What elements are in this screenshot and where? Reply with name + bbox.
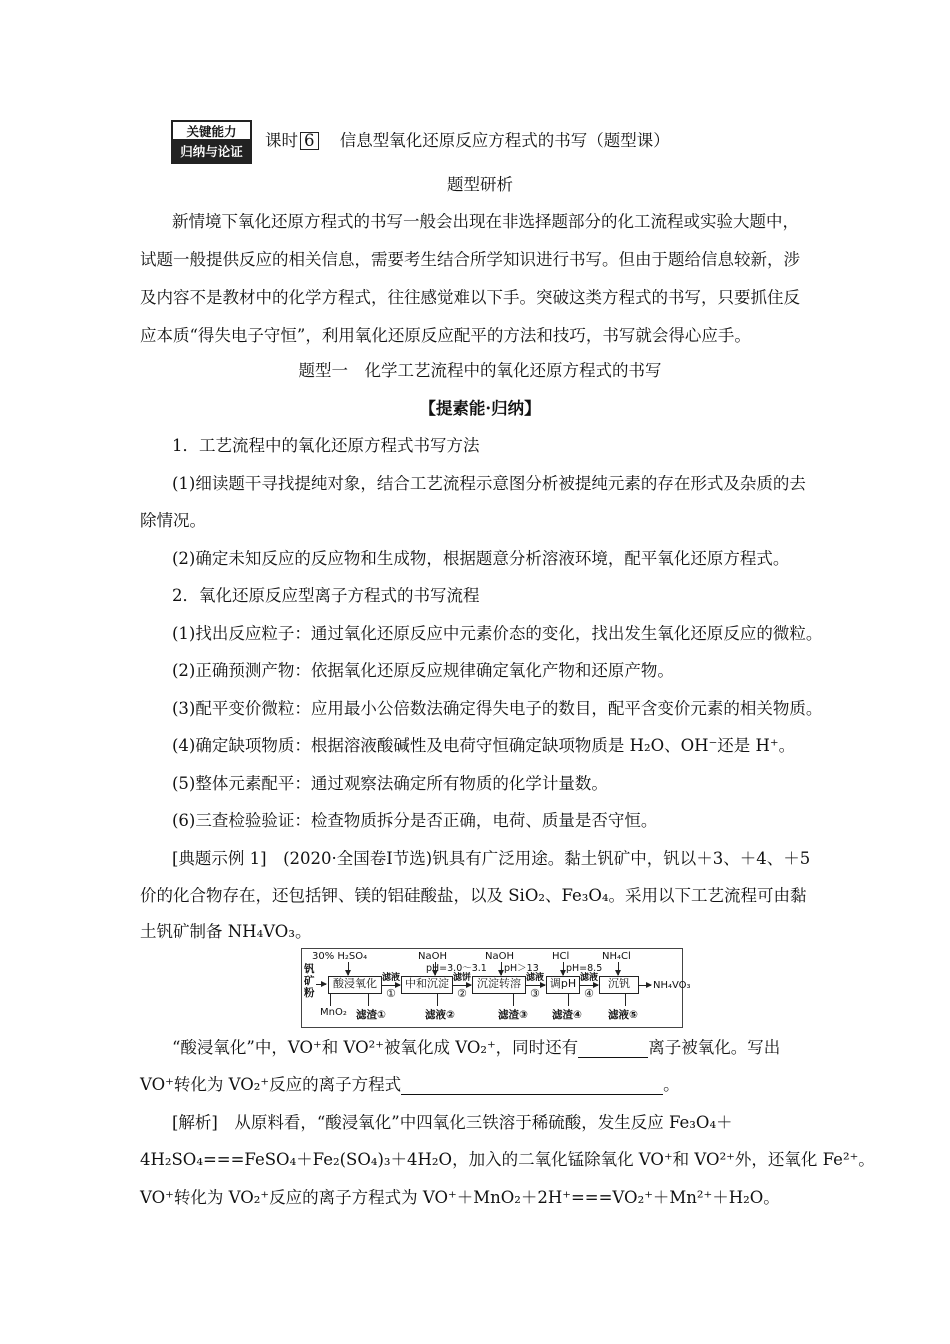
answer-blank-2[interactable] <box>401 1076 663 1095</box>
op-label-1: 滤液 <box>382 973 401 983</box>
condition-ph-2: pH＞13 <box>504 963 539 974</box>
reagent-nh4cl: NH₄Cl <box>602 951 631 962</box>
section-title: 题型研析 <box>447 175 513 194</box>
box-adjust-ph: 调pH <box>546 976 580 994</box>
condition-ph-3: pH=8.5 <box>566 963 603 974</box>
key-ability-badge <box>171 120 252 164</box>
example-line-1: [典题示例 1] (2020·全国卷Ⅰ节选)钒具有广泛用途。黏土钒矿中，钒以＋3、＋4、＋5 <box>172 849 811 868</box>
mno2-label: MnO₂ <box>320 1007 347 1018</box>
waste-line <box>568 994 569 1006</box>
point1-item-1: (1)细读题干寻找提纯对象，结合工艺流程示意图分析被提纯元素的存在形式及杂质的去 <box>172 474 806 493</box>
step-4: ④ <box>584 987 594 1000</box>
condition-ph-1: pH=3.0～3.1 <box>426 963 487 974</box>
analysis-line-2: 4H₂SO₄===FeSO₄＋Fe₂(SO₄)₃＋4H₂O，加入的二氧化锰除氧化 VO⁺和 VO²⁺外，还氧化 Fe²⁺。 <box>140 1150 875 1169</box>
intro-line-3: 及内容不是教材中的化学方程式，往往感觉难以下手。突破这类方程式的书写，只要抓住反 <box>140 288 800 307</box>
op-label-2: 滤饼 <box>453 973 472 983</box>
point2-item-6: (6)三查检验验证：检查物质拆分是否正确，电荷、质量是否守恒。 <box>172 811 658 830</box>
box-neutralize-precipitate: 中和沉淀 <box>401 976 453 994</box>
lesson-header <box>265 131 670 151</box>
waste-2: 滤液② <box>425 1009 455 1021</box>
reagent-arrow <box>348 962 349 975</box>
op-label-3: 滤液 <box>526 973 545 983</box>
waste-line <box>368 994 369 1006</box>
lesson-prefix: 课时 <box>265 131 298 150</box>
waste-4: 滤渣④ <box>552 1009 582 1021</box>
point1-item-2: (2)确定未知反应的反应物和生成物，根据题意分析溶液环境，配平氧化还原方程式。 <box>172 549 790 568</box>
process-flow-diagram <box>301 948 691 1028</box>
intro-line-1: 新情境下氧化还原方程式的书写一般会出现在非选择题部分的化工流程或实验大题中， <box>172 212 799 231</box>
waste-1: 滤渣① <box>356 1009 386 1021</box>
example-line-3: 土钒矿制备 NH₄VO₃。 <box>140 922 312 941</box>
flow-arrow <box>453 985 471 986</box>
reagent-naoh-1: NaOH <box>418 951 447 962</box>
question-line-2 <box>140 1075 820 1095</box>
badge-bottom-text: 归纳与论证 <box>173 141 250 162</box>
flow-arrow <box>639 985 651 986</box>
reagent-hcl: HCl <box>552 951 570 962</box>
type-one-title: 题型一 化学工艺流程中的氧化还原方程式的书写 <box>298 361 662 380</box>
reagent-arrow <box>435 962 436 975</box>
analysis-line-3: VO⁺转化为 VO₂⁺反应的离子方程式为 VO⁺＋MnO₂＋2H⁺===VO₂⁺＋Mn²⁺＋H₂O。 <box>140 1188 780 1207</box>
reagent-naoh-2: NaOH <box>485 951 514 962</box>
question-text-1-tail: 离子被氧化。写出 <box>648 1038 781 1057</box>
mno2-line <box>330 994 331 1006</box>
answer-blank-1[interactable] <box>578 1039 648 1058</box>
box-precipitate-redissolve: 沉淀转溶 <box>472 976 526 994</box>
step-2: ② <box>457 987 467 1000</box>
example-line-2: 价的化合物存在，还包括钾、镁的铝硅酸盐，以及 SiO₂、Fe₃O₄。采用以下工艺流程可由黏 <box>140 886 807 905</box>
intro-line-2: 试题一般提供反应的相关信息，需要考生结合所学知识进行书写。但由于题给信息较新，涉 <box>140 250 800 269</box>
question-text-1: “酸浸氧化”中，VO⁺和 VO²⁺被氧化成 VO₂⁺，同时还有 <box>172 1038 579 1057</box>
sub-heading: 【提素能·归纳】 <box>419 399 541 418</box>
waste-line <box>625 994 626 1006</box>
flow-arrow <box>526 985 545 986</box>
flow-arrow <box>316 984 326 985</box>
waste-line <box>513 994 514 1006</box>
point2-item-3: (3)配平变价微粒：应用最小公倍数法确定得失电子的数目，配平含变价元素的相关物质。 <box>172 699 823 718</box>
lesson-title: 信息型氧化还原反应方程式的书写（题型课） <box>339 131 670 150</box>
point1-title: 1．工艺流程中的氧化还原方程式书写方法 <box>172 436 480 455</box>
analysis-line-1: [解析] 从原料看，“酸浸氧化”中四氧化三铁溶于稀硫酸，发生反应 Fe₃O₄＋ <box>172 1113 733 1132</box>
question-text-2: VO⁺转化为 VO₂⁺反应的离子方程式 <box>140 1075 402 1094</box>
waste-3: 滤渣③ <box>498 1009 528 1021</box>
step-3: ③ <box>530 987 540 1000</box>
point2-title: 2．氧化还原反应型离子方程式的书写流程 <box>172 586 480 605</box>
point2-item-1: (1)找出反应粒子：通过氧化还原反应中元素价态的变化，找出发生氧化还原反应的微粒。 <box>172 624 823 643</box>
box-vanadium-precipitation: 沉钒 <box>599 976 639 994</box>
badge-top-text: 关键能力 <box>173 122 250 141</box>
point2-item-5: (5)整体元素配平：通过观察法确定所有物质的化学计量数。 <box>172 774 608 793</box>
waste-5: 滤液⑤ <box>608 1009 638 1021</box>
lesson-number: 6 <box>300 132 319 150</box>
reagent-arrow <box>501 962 502 975</box>
point2-item-2: (2)正确预测产物：依据氧化还原反应规律确定氧化产物和还原产物。 <box>172 661 674 680</box>
point2-item-4: (4)确定缺项物质：根据溶液酸碱性及电荷守恒确定缺项物质是 H₂O、OH⁻还是 H⁺。 <box>172 736 796 755</box>
question-line-1 <box>172 1038 820 1058</box>
reagent-h2so4: 30% H₂SO₄ <box>312 951 368 962</box>
reagent-arrow <box>618 962 619 975</box>
box-acid-leach-oxidation: 酸浸氧化 <box>328 976 382 994</box>
reagent-arrow <box>563 962 564 975</box>
product-label: NH₄VO₃ <box>653 980 691 991</box>
raw-material-label: 钒矿粉 <box>304 963 315 999</box>
question-text-2-tail: 。 <box>663 1075 680 1094</box>
flow-arrow <box>580 985 598 986</box>
point1-item-1-cont: 除情况。 <box>140 511 206 530</box>
waste-line <box>437 994 438 1006</box>
op-label-4: 滤液 <box>580 973 599 983</box>
intro-line-4: 应本质“得失电子守恒”，利用氧化还原反应配平的方法和技巧，书写就会得心应手。 <box>140 326 751 345</box>
step-1: ① <box>386 987 396 1000</box>
flow-arrow <box>382 985 400 986</box>
